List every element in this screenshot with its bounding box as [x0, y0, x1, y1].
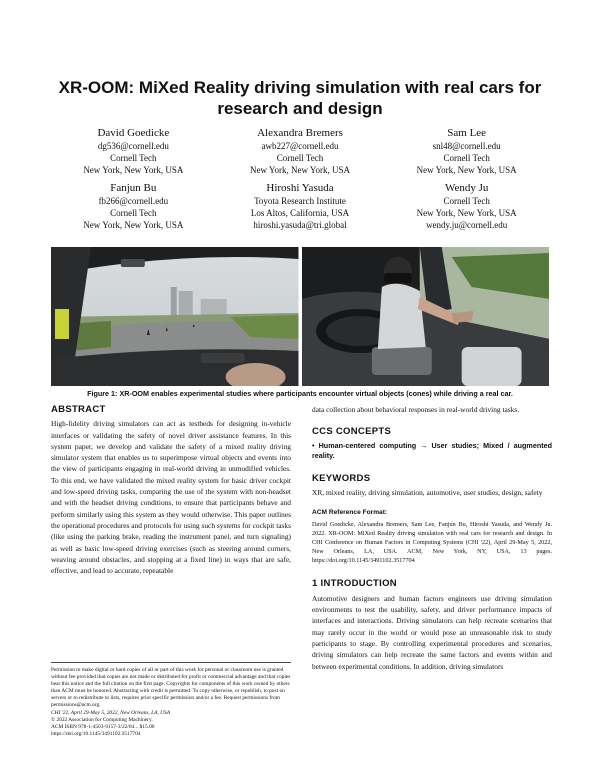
permission-notice: Permission to make digital or hard copies of all or part of this work for personal or classroom use is granted without fee provided that copies are not made or distributed for profit or commercial advantage and that copies bear this notice and the full citation on the first page. Copyrights for components of this work owned by others than ACM must be honored. Abstracting with credit is permitted. To copy otherwise, or republish, to post on servers or to redistribute to lists, requires prior specific permission and/or a fee. Request permissions from permissions@acm.org. — [51, 667, 291, 709]
author-affiliation: Cornell Tech — [110, 208, 157, 218]
ccs-bullet: • — [312, 440, 315, 450]
author-name: Sam Lee — [447, 127, 487, 139]
isbn-line: ACM ISBN 978-1-4503-9157-3/22/04... $15.00 — [51, 723, 155, 730]
author-name: Wendy Ju — [444, 182, 489, 194]
driver-view-photo — [51, 247, 299, 386]
venue-line: CHI '22, April 29-May 5, 2022, New Orleans, LA, USA — [51, 709, 171, 716]
author-line-1: Cornell Tech — [443, 196, 490, 206]
footnote — [51, 662, 291, 738]
abstract-text: High-fidelity driving simulators can act as testbeds for designing in-vehicle interfaces or validating the safety of novel driver assistance features. In this system paper, we develop and validate the safety of a mixed reality driving simulator system that enables us to superimpose virtual objects and events into the view of participants engaging in real-world driving in unmodified vehicles. To this end, we have validated the mixed reality system for basic driver cockpit and low-speed driving tasks, comparing the use of the system with non-headset and with the headset driving conditions, to ensure that participants behave and perform similarly using this system as they would otherwise. This paper outlines the operational procedures and protocols for using such systems for cockpit tasks (like using the parking brake, reading the instrument panel, and turn signaling) as well as basic low-speed driving exercises (such as steering around corners, weaving around obstacles, and stopping at a fixed line) in ways that are safe, effective, and lead to accurate, repeatable — [51, 419, 291, 576]
author-line-3: wendy.ju@cornell.edu — [426, 220, 508, 230]
author-name: Alexandra Bremers — [257, 127, 343, 139]
abstract-continuation: data collection about behavioral responses in real-world driving tasks. — [312, 405, 520, 414]
author-affiliation: Cornell Tech — [443, 153, 490, 163]
author-line-2: Los Altos, California, USA — [250, 208, 350, 218]
author-location: New York, New York, USA — [83, 220, 184, 230]
author-location: New York, New York, USA — [83, 165, 184, 175]
reference-heading: ACM Reference Format: — [312, 509, 388, 517]
author — [50, 181, 217, 231]
author-line-1: Toyota Research Institute — [254, 196, 346, 206]
author-name: Hiroshi Yasuda — [266, 182, 334, 194]
ccs-heading: CCS CONCEPTS — [312, 426, 392, 438]
author-email: snl48@cornell.edu — [432, 141, 501, 151]
author-name: David Goedicke — [97, 127, 170, 139]
left-column — [51, 404, 291, 576]
author — [217, 181, 384, 231]
teaser-figure — [51, 247, 549, 386]
right-column — [312, 404, 552, 672]
author-email: dg536@cornell.edu — [97, 141, 169, 151]
ccs-text — [312, 441, 552, 462]
figure-caption: Figure 1: XR-OOM enables experimental studies where participants encounter virtual objects (cones) while driving a real car. — [87, 389, 513, 398]
author-location: New York, New York, USA — [416, 165, 517, 175]
author-email: fb266@cornell.edu — [98, 196, 169, 206]
author-email: awb227@cornell.edu — [261, 141, 339, 151]
car-interior-photo — [302, 247, 550, 386]
author-affiliation: Cornell Tech — [110, 153, 157, 163]
author-name: Fanjun Bu — [110, 182, 157, 194]
copyright-line: © 2022 Association for Computing Machinery. — [51, 716, 153, 723]
author — [217, 126, 384, 176]
author-line-2: New York, New York, USA — [416, 208, 517, 218]
author — [50, 126, 217, 176]
acm-reference — [312, 507, 552, 565]
abstract-heading: ABSTRACT — [51, 404, 106, 415]
intro-heading: 1 INTRODUCTION — [312, 578, 397, 590]
doi-line: https://doi.org/10.1145/3491102.3517704 — [51, 730, 141, 737]
author-block — [50, 126, 550, 231]
author-line-3: hiroshi.yasuda@tri.global — [253, 220, 347, 230]
paper-title: XR-OOM: MiXed Reality driving simulation with real cars for research and design — [58, 78, 542, 118]
author — [383, 181, 550, 231]
author — [383, 126, 550, 176]
keywords-text: XR, mixed reality, driving simulation, automotive, user studies, design, safety — [312, 487, 543, 497]
keywords-heading: KEYWORDS — [312, 472, 371, 484]
ccs-concepts: Human-centered computing → User studies; Mixed / augmented reality. — [312, 440, 552, 461]
reference-text: David Goedicke, Alexandra Bremers, Sam Lee, Fanjun Bu, Hiroshi Yasuda, and Wendy Ju. 2022. XR-OOM: MiXed Reality driving simulation with real cars for research and design. In CHI Conference on Human Factors in Computing Systems (CHI '22), April 29-May 5, 2022, New Orleans, LA, USA. ACM, New York, NY, USA, 13 pages. https://doi.org/10.1145/3491102.3517704 — [312, 521, 552, 565]
intro-text: Automotive designers and human factors engineers use driving simulation environments to test the usability, safety, and driver performance impacts of interfaces and interactions. Driving simulators can help recreate scenarios that may rarely occur in the world or would pose an unreasonable risk to study participants to stage. By controlling experimental procedures and scenarios, driving simulators can help recreate the same factors and events within and between experimental conditions. In addition, driving simulators — [312, 593, 552, 671]
author-location: New York, New York, USA — [249, 165, 350, 175]
author-affiliation: Cornell Tech — [276, 153, 324, 163]
